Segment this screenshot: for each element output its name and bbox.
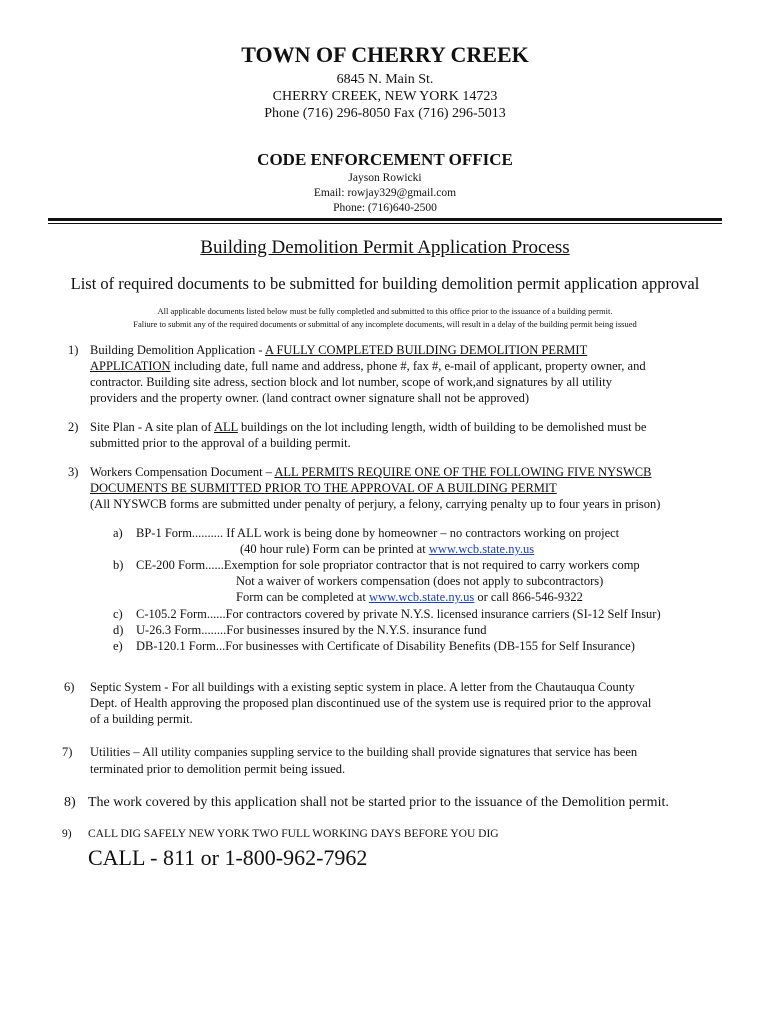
item-6-line-3: of a building permit.: [90, 712, 193, 726]
item-3-line-2: [90, 481, 557, 496]
call-811-line: CALL - 811 or 1-800-962-7962: [88, 845, 368, 870]
item-2-prefix: Site Plan - A site plan of: [90, 420, 214, 434]
office-name: CODE ENFORCEMENT OFFICE: [257, 150, 513, 169]
header-rule-thick: [48, 218, 722, 221]
item-9-number: 9): [62, 828, 72, 840]
address-line-1: 6845 N. Main St.: [336, 72, 434, 87]
item-9-text: CALL DIG SAFELY NEW YORK TWO FULL WORKING DAYS BEFORE YOU DIG: [88, 828, 499, 840]
item-1-line-3: contractor. Building site adress, section block and lot number, scope of work,and signatures by all utility: [90, 375, 612, 389]
item-1-line-1: [90, 343, 587, 358]
sub-b-text: CE-200 Form......Exemption for sole propriator contractor that is not required to carry workers comp: [136, 558, 640, 572]
sub-b-label: b): [113, 558, 124, 572]
sub-b-line-3: [236, 590, 583, 605]
item-3-line-3: (All NYSWCB forms are submitted under penalty of perjury, a felony, carrying penalty up to four years in prison): [90, 497, 661, 511]
item-7-line-2: terminated prior to demolition permit being issued.: [90, 762, 346, 776]
item-6-line-2: Dept. of Health approving the proposed plan discontinued use of the system use is required prior to the approval: [90, 696, 652, 710]
item-2-rest: buildings on the lot including length, width of building to be demolished must be: [237, 420, 647, 434]
item-6-line-1: Septic System - For all buildings with a existing septic system in place. A letter from the Chautauqua County: [90, 680, 635, 694]
item-1-number: 1): [68, 343, 79, 357]
sub-a-prefix: (40 hour rule) Form can be printed at: [240, 542, 429, 556]
sub-b-line-2: Not a waiver of workers compensation (does not apply to subcontractors): [236, 574, 604, 588]
item-2-underlined: ALL: [213, 420, 238, 434]
item-7-number: 7): [62, 745, 73, 759]
sub-a-line-2: [240, 542, 534, 557]
page-heading: Building Demolition Permit Application Process: [200, 237, 570, 258]
item-1-line-4: providers and the property owner. (land contract owner signature shall not be approved): [90, 391, 530, 405]
item-8-text: The work covered by this application shall not be started prior to the issuance of the Demolition permit.: [88, 795, 669, 810]
sub-c-text: C-105.2 Form......For contractors covered by private N.Y.S. licensed insurance carriers (SI-12 Self Insur): [136, 607, 661, 621]
item-1-prefix: Building Demolition Application -: [90, 343, 265, 357]
phone-fax: Phone (716) 296-8050 Fax (716) 296-5013: [264, 106, 506, 121]
item-2-number: 2): [68, 420, 79, 434]
note-line-1: All applicable documents listed below must be fully completled and submitted to this office prior to the issuance of a building permit.: [157, 306, 613, 316]
item-3-number: 3): [68, 465, 79, 479]
item-1-underlined: A FULLY COMPLETED BUILDING DEMOLITION PERMIT: [265, 343, 588, 357]
item-3-line-1: [90, 465, 651, 480]
sub-d-label: d): [113, 623, 124, 637]
item-3-underlined: ALL PERMITS REQUIRE ONE OF THE FOLLOWING FIVE NYSWCB: [274, 465, 652, 479]
page-subheading: List of required documents to be submitted for building demolition permit application approval: [70, 274, 700, 293]
town-title: TOWN OF CHERRY CREEK: [241, 42, 529, 67]
officer-phone: Phone: (716)640-2500: [333, 202, 437, 214]
item-3-underlined-2: DOCUMENTS BE SUBMITTED PRIOR TO THE APPROVAL OF A BUILDING PERMIT: [90, 481, 557, 495]
item-6-number: 6): [64, 680, 75, 694]
sub-d-text: U-26.3 Form........For businesses insured by the N.Y.S. insurance fund: [136, 623, 487, 637]
sub-c-label: c): [113, 607, 123, 621]
item-1-line-2: [90, 359, 646, 374]
item-1-underlined-2: APPLICATION: [90, 359, 171, 373]
item-2-line-2: submitted prior to the approval of a building permit.: [90, 436, 351, 450]
header-rule-thin: [48, 223, 722, 224]
sub-b-prefix: Form can be completed at: [236, 590, 369, 604]
wcb-link-a[interactable]: www.wcb.state.ny.us: [428, 542, 535, 556]
officer-email: Email: rowjay329@gmail.com: [313, 187, 457, 199]
sub-a-text: BP-1 Form.......... If ALL work is being done by homeowner – no contractors working on project: [136, 526, 620, 540]
note-line-2: Faliure to submit any of the required documents or submittal of any incomplete documents, will result in a delay of the building permit being issued: [133, 319, 637, 329]
item-1-rest: including date, full name and address, phone #, fax #, e-mail of applicant, property owner, and: [170, 359, 646, 373]
sub-e-text: DB-120.1 Form...For businesses with Certificate of Disability Benefits (DB-155 for Self Insurance): [136, 639, 635, 653]
wcb-link-b[interactable]: www.wcb.state.ny.us: [368, 590, 475, 604]
sub-e-label: e): [113, 639, 123, 653]
item-2-line-1: [90, 420, 646, 435]
officer-name: Jayson Rowicki: [348, 172, 422, 184]
item-7-line-1: Utilities – All utility companies suppling service to the building shall provide signatures that service has been: [90, 745, 638, 759]
sub-b-phone: or call 866-546-9322: [474, 590, 583, 604]
item-8-number: 8): [64, 795, 76, 810]
item-3-prefix: Workers Compensation Document –: [90, 465, 275, 479]
address-line-2: CHERRY CREEK, NEW YORK 14723: [272, 89, 498, 104]
sub-a-label: a): [113, 526, 123, 540]
